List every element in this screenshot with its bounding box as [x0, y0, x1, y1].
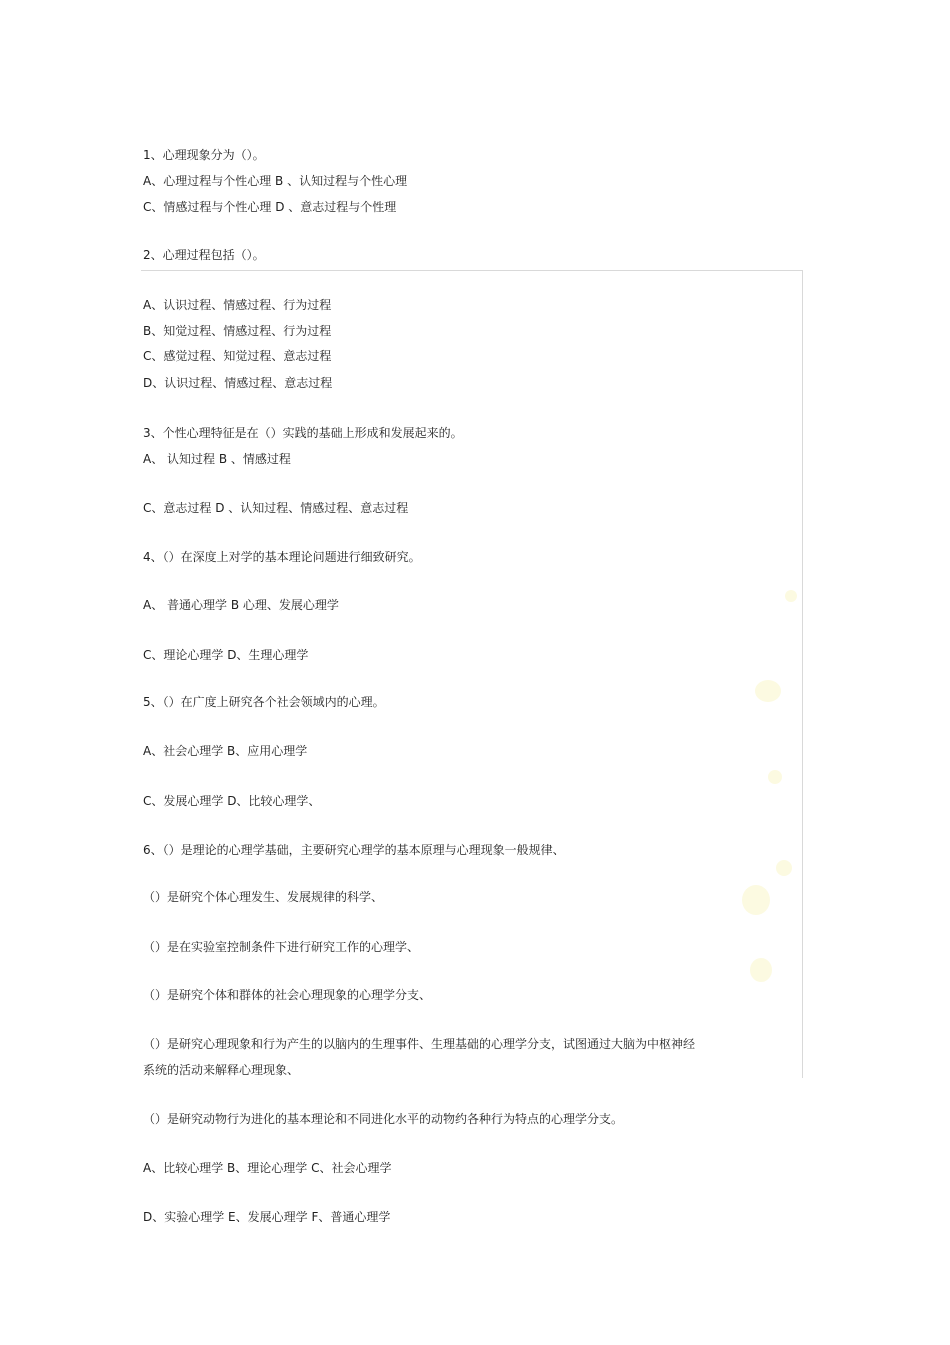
q2-option-c: C、感觉过程、知觉过程、意志过程: [143, 349, 332, 363]
q4-stem: 4、（）在深度上对学的基本理论问题进行细致研究。: [143, 550, 421, 564]
q2-option-d: D、认识过程、情感过程、意志过程: [143, 376, 333, 390]
paper-stain: [742, 885, 770, 915]
q3-options-ab: A、 认知过程 B 、情感过程: [143, 452, 291, 466]
paper-stain: [768, 770, 782, 784]
q1-options-ab: A、心理过程与个性心理 B 、认知过程与个性心理: [143, 174, 408, 188]
q6-options-abc: A、比较心理学 B、理论心理学 C、社会心理学: [143, 1161, 392, 1175]
q2-stem: 2、心理过程包括（）。: [143, 248, 265, 262]
q5-options-ab: A、社会心理学 B、应用心理学: [143, 744, 308, 758]
bordered-region: [141, 270, 803, 1078]
q5-stem: 5、（）在广度上研究各个社会领域内的心理。: [143, 695, 385, 709]
q6-blank-5: （）是研究心理现象和行为产生的以脑内的生理事件、生理基础的心理学分支，试图通过大脑为中枢神经: [143, 1037, 696, 1051]
q1-stem: 1、心理现象分为（）。: [143, 148, 265, 162]
q6-stem: 6、（）是理论的心理学基础，主要研究心理学的基本原理与心理现象一般规律、: [143, 843, 565, 857]
q2-option-a: A、认识过程、情感过程、行为过程: [143, 298, 332, 312]
q4-options-ab: A、 普通心理学 B 心理、发展心理学: [143, 598, 339, 612]
q3-stem: 3、个性心理特征是在（）实践的基础上形成和发展起来的。: [143, 426, 463, 440]
q5-options-cd: C、发展心理学 D、比较心理学、: [143, 794, 321, 808]
q6-options-def: D、实验心理学 E、发展心理学 F、普通心理学: [143, 1210, 391, 1224]
q1-options-cd: C、情感过程与个性心理 D 、意志过程与个性理: [143, 200, 397, 214]
paper-stain: [755, 680, 781, 702]
q6-blank-3: （）是在实验室控制条件下进行研究工作的心理学、: [143, 940, 420, 954]
q3-options-cd: C、意志过程 D 、认知过程、情感过程、意志过程: [143, 501, 409, 515]
paper-stain: [785, 590, 797, 602]
paper-stain: [750, 958, 772, 982]
q6-blank-6: （）是研究动物行为进化的基本理论和不同进化水平的动物约各种行为特点的心理学分支。: [143, 1112, 624, 1126]
q6-blank-4: （）是研究个体和群体的社会心理现象的心理学分支、: [143, 988, 432, 1002]
q2-option-b: B、知觉过程、情感过程、行为过程: [143, 324, 332, 338]
q6-blank-5-cont: 系统的活动来解释心理现象、: [143, 1063, 300, 1077]
q4-options-cd: C、理论心理学 D、生理心理学: [143, 648, 309, 662]
paper-stain: [776, 860, 792, 876]
q6-blank-2: （）是研究个体心理发生、发展规律的科学、: [143, 890, 384, 904]
